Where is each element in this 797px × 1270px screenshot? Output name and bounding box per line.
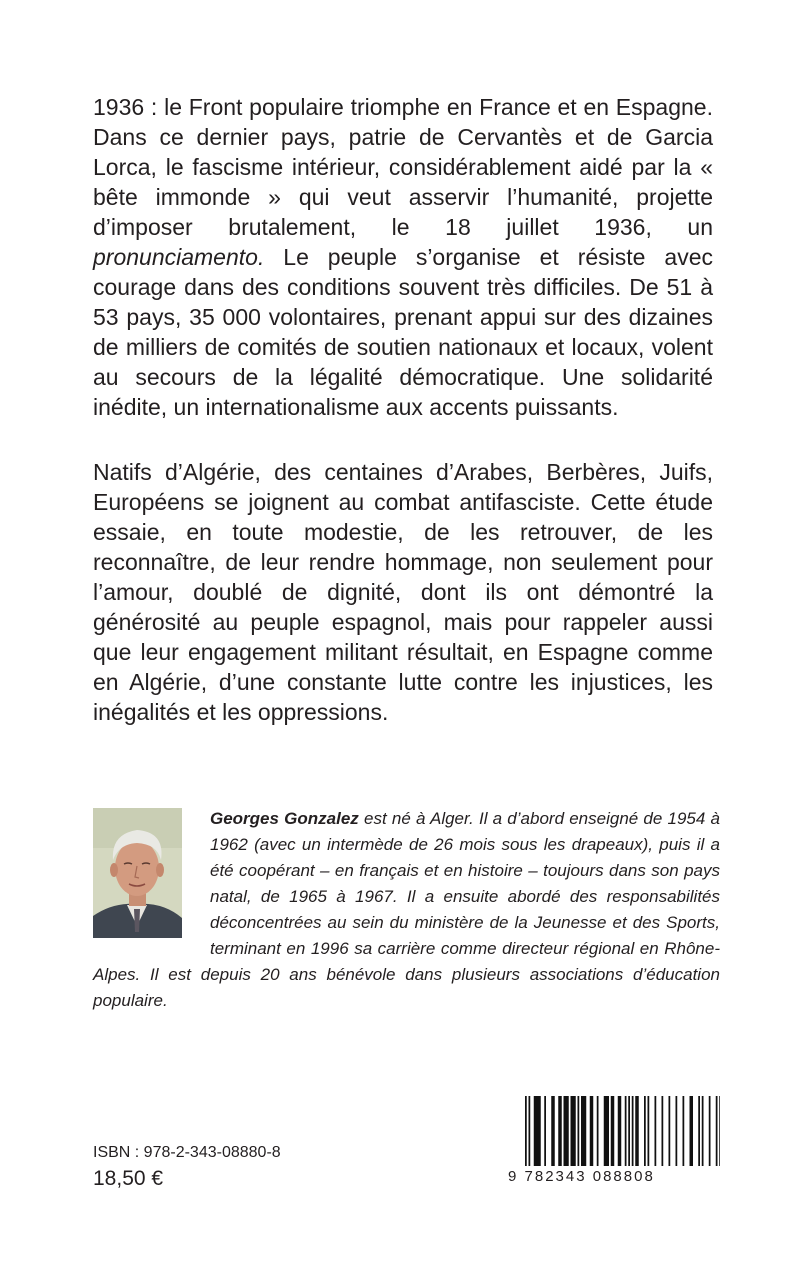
barcode-bar bbox=[702, 1096, 704, 1166]
barcode-bar bbox=[551, 1096, 555, 1166]
barcode-bar bbox=[597, 1096, 599, 1166]
paragraph-1-italic-word: pronunciamento. bbox=[93, 244, 265, 270]
barcode-bar bbox=[632, 1096, 634, 1166]
back-cover-paragraph-1 bbox=[93, 92, 713, 422]
barcode-bar bbox=[669, 1096, 671, 1166]
barcode-bar bbox=[558, 1096, 562, 1166]
paragraph-1-text-b: Le peuple s’organise et résiste avec courage dans des conditions souvent très difficiles. De 51 à 53 pays, 35 000 volontaires, prenant appui sur des dizaines de milliers de comités de soutien nationaux et locaux, volent au secours de la légalité démocratique. Une solidarité inédite, un internationalisme aux accents puissants. bbox=[93, 244, 713, 420]
barcode-bar bbox=[544, 1096, 546, 1166]
barcode-bar bbox=[676, 1096, 678, 1166]
barcode-bar bbox=[564, 1096, 569, 1166]
photo-spacer bbox=[93, 806, 210, 959]
barcode-digits: 9 782343 088808 bbox=[508, 1168, 655, 1185]
price-label: 18,50 € bbox=[93, 1167, 164, 1190]
barcode-bar bbox=[719, 1096, 720, 1166]
barcode-bar bbox=[690, 1096, 694, 1166]
barcode-bar bbox=[662, 1096, 664, 1166]
barcode-bar bbox=[655, 1096, 657, 1166]
barcode-bar bbox=[618, 1096, 622, 1166]
barcode-bar bbox=[648, 1096, 650, 1166]
barcode-bar bbox=[683, 1096, 685, 1166]
barcode-bar bbox=[635, 1096, 639, 1166]
barcode-bar bbox=[571, 1096, 576, 1166]
barcode-bar bbox=[534, 1096, 541, 1166]
barcode-bar bbox=[529, 1096, 531, 1166]
author-name: Georges Gonzalez bbox=[210, 809, 359, 828]
barcode-bar bbox=[578, 1096, 580, 1166]
barcode-bar bbox=[628, 1096, 630, 1166]
barcode-bar bbox=[625, 1096, 627, 1166]
barcode-bar bbox=[611, 1096, 615, 1166]
author-bio-text: est né à Alger. Il a d’abord enseigné de 1954 à 1962 (avec un intermède de 26 mois sous les drapeaux), puis il a été coopérant – en français et en histoire – toujours dans son pays natal, de 1965 à 1967. Il a ensuite abordé des responsabilités déconcentrées au sein du ministère de la Jeunesse et des Sports, terminant en 1996 sa carrière comme directeur régional en Rhône-Alpes. Il est depuis 20 ans bénévole dans plusieurs associations d’éducation populaire. bbox=[93, 809, 720, 1010]
barcode-bar bbox=[590, 1096, 594, 1166]
back-cover-paragraph-2: Natifs d’Algérie, des centaines d’Arabes, Berbères, Juifs, Européens se joignent au combat antifasciste. Cette étude essaie, en toute modestie, de les retrouver, de les reconnaître, de leur rendre hommage, non seulement pour l’amour, doublé de dignité, dont ils ont démontré la générosité au peuple espagnol, mais pour rappeler aussi que leur engagement militant résultait, en Espagne comme en Algérie, d’une constante lutte contre les injustices, les inégalités et les oppressions. bbox=[93, 459, 713, 725]
paragraph-1-text-a: 1936 : le Front populaire triomphe en France et en Espagne. Dans ce dernier pays, patrie de Cervantès et de Garcia Lorca, le fascisme intérieur, considérablement aidé par la « bête immonde » qui veut asservir l’humanité, projette d’imposer brutalement, le 18 juillet 1936, un bbox=[93, 94, 713, 240]
barcode-bar bbox=[698, 1096, 700, 1166]
barcode-bar bbox=[604, 1096, 609, 1166]
barcode-bar bbox=[716, 1096, 718, 1166]
barcode-bar bbox=[709, 1096, 711, 1166]
author-bio bbox=[93, 806, 720, 1014]
barcode-bar bbox=[525, 1096, 527, 1166]
barcode-bar bbox=[581, 1096, 586, 1166]
isbn-label: ISBN : 978-2-343-08880-8 bbox=[93, 1144, 281, 1161]
barcode-bar bbox=[644, 1096, 646, 1166]
